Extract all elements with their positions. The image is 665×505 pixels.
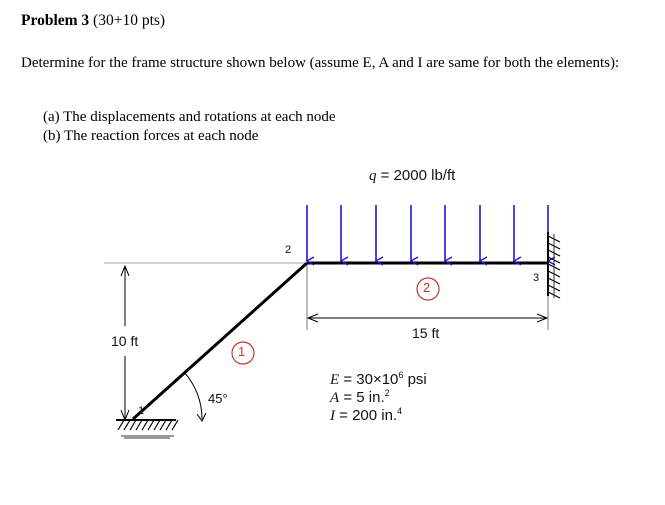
property-E-value: = 30×10 [339,371,399,388]
node-1-label: 1 [138,405,145,417]
load-label [369,167,455,185]
span-dimension-label: 15 ft [412,325,440,341]
fixed-support-right [548,232,560,298]
property-E-exponent: 6 [398,370,404,380]
distributed-load-arrows [307,205,548,261]
node-2-label: 2 [285,244,292,256]
node-3-label: 3 [533,272,540,284]
fixed-support-bottom [116,420,178,438]
height-dimension-label: 10 ft [111,333,139,349]
part-a: (a) The displacements and rotations at each node [43,109,336,125]
problem-statement: Determine for the frame structure shown below (assume E, A and I are same for both the elements): [21,55,620,71]
angle-arc [184,372,202,419]
property-A-symbol: A [330,390,340,406]
property-I-value: = 200 in. [335,407,398,424]
property-E [330,370,427,389]
problem-number: Problem 3 [21,12,90,29]
property-A [330,388,390,407]
element-1-label: 1 [238,344,246,359]
load-value: = 2000 lb/ft [376,167,456,184]
part-b: (b) The reaction forces at each node [43,128,259,144]
property-A-exponent: 2 [384,388,390,398]
load-symbol: q [369,168,377,184]
problem-points: (30+10 pts) [93,12,166,29]
property-I-exponent: 4 [397,406,403,416]
angle-label: 45° [208,391,228,406]
element-2-label: 2 [423,280,431,295]
property-I-symbol: I [330,408,335,424]
property-I [330,406,402,425]
property-A-value: = 5 in. [339,389,385,406]
property-E-symbol: E [330,372,340,388]
property-E-unit: psi [403,371,427,388]
